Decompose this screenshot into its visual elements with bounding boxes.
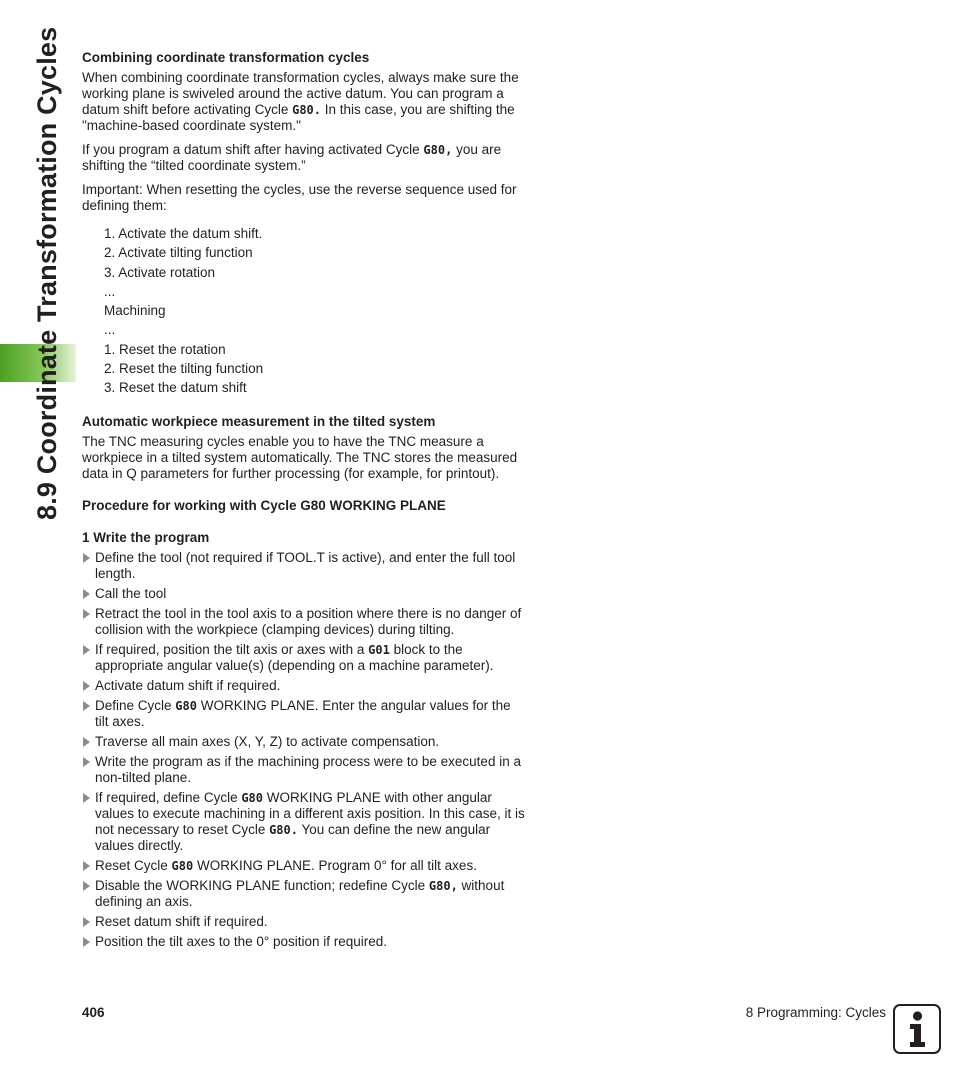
chapter-sidebar — [8, 20, 60, 520]
list-item: 3. Reset the datum shift — [104, 380, 247, 396]
arrow-bullet-icon — [83, 757, 90, 767]
arrow-bullet-icon — [83, 861, 90, 871]
arrow-bullet-icon — [83, 681, 90, 691]
list-item: Retract the tool in the tool axis to a position where there is no danger of collision with the workpiece (clamping devices) during tilting. — [82, 606, 527, 638]
code-token: G01 — [368, 642, 390, 657]
info-icon — [893, 1004, 941, 1054]
arrow-bullet-icon — [83, 737, 90, 747]
code-token: G80, — [428, 878, 458, 893]
reset-sequence-list — [104, 224, 527, 398]
paragraph: Important: When resetting the cycles, use the reverse sequence used for defining them: — [82, 182, 517, 213]
arrow-bullet-icon — [83, 553, 90, 563]
footer-chapter: 8 Programming: Cycles — [745, 1005, 886, 1020]
list-item: Define Cycle G80 WORKING PLANE. Enter the angular values for the tilt axes. — [82, 698, 527, 730]
list-item: If required, position the tilt axis or axes with a G01 block to the appropriate angular value(s) (depending on a machine parameter). — [82, 642, 527, 674]
list-item: ... — [104, 283, 116, 299]
arrow-bullet-icon — [83, 701, 90, 711]
page-number: 406 — [82, 1005, 105, 1020]
arrow-bullet-icon — [83, 881, 90, 891]
list-item: Write the program as if the machining process were to be executed in a non-tilted plane. — [82, 754, 527, 786]
list-item: Traverse all main axes (X, Y, Z) to activate compensation. — [82, 734, 527, 750]
arrow-bullet-icon — [83, 917, 90, 927]
list-item: Position the tilt axes to the 0° position if required. — [82, 934, 527, 950]
arrow-bullet-icon — [83, 937, 90, 947]
code-token: G80. — [292, 103, 322, 117]
sub-heading: 1 Write the program — [82, 529, 210, 545]
arrow-bullet-icon — [83, 645, 90, 655]
list-item: Machining — [104, 303, 166, 319]
code-token: G80 — [241, 790, 264, 805]
section-heading: Combining coordinate transformation cycles — [82, 50, 370, 65]
paragraph: When combining coordinate transformation cycles, always make sure the working plane is swiveled around the active datum. You can program a datum shift before activating Cycle G80. In this case, you are shifting the "machine-based coordinate system." — [82, 70, 519, 133]
arrow-bullet-icon — [83, 609, 90, 619]
code-token: G80. — [269, 822, 298, 837]
list-item: Define the tool (not required if TOOL.T is active), and enter the full tool length. — [82, 550, 527, 582]
list-item: Reset Cycle G80 WORKING PLANE. Program 0° for all tilt axes. — [82, 858, 527, 874]
paragraph: If you program a datum shift after having activated Cycle G80, you are shifting the “tilted coordinate system.” — [82, 142, 502, 173]
list-item: ... — [104, 322, 116, 338]
list-item: 1. Activate the datum shift. — [104, 226, 263, 241]
section-heading: Procedure for working with Cycle G80 WORKING PLANE — [82, 497, 446, 513]
list-item: If required, define Cycle G80 WORKING PLANE with other angular values to execute machining in a different axis position. In this case, it is not necessary to reset Cycle G80. You can define the new angular values directly. — [82, 790, 527, 854]
section-heading: Automatic workpiece measurement in the tilted system — [82, 413, 436, 429]
procedure-list — [82, 550, 527, 950]
list-item: Activate datum shift if required. — [82, 678, 527, 694]
code-token: G80, — [423, 143, 453, 157]
code-token: G80 — [171, 858, 194, 873]
paragraph: The TNC measuring cycles enable you to have the TNC measure a workpiece in a tilted system automatically. The TNC stores the measured data in Q parameters for further processing (for example, for printout). — [82, 433, 518, 481]
chapter-title: 8.9 Coordinate Transformation Cycles — [32, 26, 62, 520]
list-item: Disable the WORKING PLANE function; redefine Cycle G80, without defining an axis. — [82, 878, 527, 910]
list-item: Reset datum shift if required. — [82, 914, 527, 930]
list-item: 1. Reset the rotation — [104, 341, 226, 357]
code-token: G80 — [175, 698, 197, 713]
arrow-bullet-icon — [83, 793, 90, 803]
list-item: 2. Activate tilting function — [104, 245, 253, 261]
list-item: 2. Reset the tilting function — [104, 361, 264, 377]
list-item: 3. Activate rotation — [104, 264, 216, 280]
info-glyph — [895, 1006, 939, 1052]
list-item: Call the tool — [82, 586, 527, 602]
arrow-bullet-icon — [83, 589, 90, 599]
page-content — [82, 50, 527, 950]
